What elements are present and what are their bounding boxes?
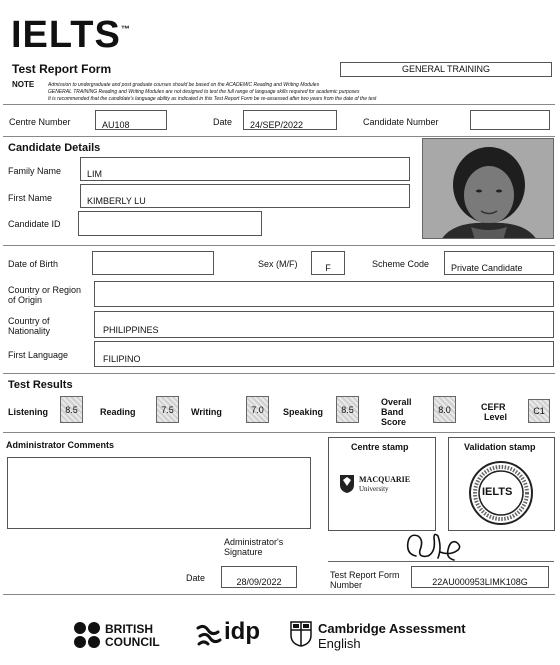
divider	[3, 373, 555, 374]
centre-stamp-label: Centre stamp	[351, 442, 409, 452]
centre-date-field	[243, 110, 337, 130]
overall-label-line2: Band	[381, 407, 404, 417]
macquarie-name: MACQUARIE	[359, 475, 411, 484]
idp-logo	[196, 618, 276, 649]
writing-label: Writing	[191, 407, 222, 417]
nationality-field	[94, 311, 554, 338]
note-line-1: Admission to undergraduate and post graduate courses should be based on the ACADEMIC Reading and Writing Modules	[48, 82, 320, 88]
divider	[3, 104, 555, 105]
first-name-field	[80, 184, 410, 208]
idp-text: idp	[224, 618, 260, 645]
speaking-score	[336, 396, 359, 423]
note-label: NOTE	[12, 80, 35, 89]
ielts-seal	[468, 460, 534, 526]
cefr-label-line2: Level	[484, 412, 508, 422]
trf-number-field	[411, 566, 549, 588]
admin-comments-label: Administrator Comments	[6, 440, 115, 450]
admin-date-field	[221, 566, 297, 588]
centre-date-value: 24/SEP/2022	[250, 120, 304, 130]
reading-label: Reading	[100, 407, 136, 417]
candidate-id-field	[78, 211, 262, 236]
cambridge-shield-icon	[290, 621, 312, 647]
reading-score	[156, 396, 179, 423]
first-name-label: First Name	[8, 193, 53, 203]
divider	[3, 432, 555, 433]
cambridge-line2: English	[318, 636, 361, 651]
writing-score-value: 7.0	[251, 404, 264, 415]
dob-field	[92, 251, 214, 275]
module-box	[340, 62, 552, 77]
first-language-field	[94, 341, 554, 367]
sex-value: F	[325, 263, 331, 273]
trf-number-value: 22AU000953LIMK108G	[432, 577, 528, 587]
portrait-image	[423, 139, 554, 239]
signature-label-line2: Signature	[224, 547, 263, 557]
nationality-value: PHILIPPINES	[103, 325, 159, 335]
validation-stamp-box	[448, 437, 555, 531]
scheme-code-label: Scheme Code	[372, 259, 430, 269]
overall-label-line1: Overall	[381, 397, 412, 407]
admin-date-value: 28/09/2022	[236, 577, 282, 587]
listening-score	[60, 396, 83, 423]
idp-swirl-icon	[196, 622, 222, 648]
speaking-score-value: 8.5	[341, 404, 354, 415]
cambridge-logo	[290, 621, 490, 651]
family-name-value: LIM	[87, 169, 103, 179]
macquarie-subtitle: University	[359, 485, 389, 493]
first-language-value: FILIPINO	[103, 354, 141, 364]
trf-number-label-line2: Number	[330, 580, 363, 590]
country-region-label-line2: of Origin	[8, 295, 43, 305]
test-results-title: Test Results	[8, 379, 73, 391]
cefr-level-value: C1	[533, 406, 545, 416]
overall-score	[433, 396, 456, 423]
module-name: GENERAL TRAINING	[401, 64, 491, 74]
overall-label-line3: Score	[381, 417, 407, 427]
candidate-id-label: Candidate ID	[8, 219, 61, 229]
centre-number-field	[95, 110, 167, 130]
divider	[3, 245, 555, 246]
cefr-level	[528, 399, 550, 423]
centre-number-label: Centre Number	[9, 117, 71, 127]
candidate-details-title: Candidate Details	[8, 142, 101, 154]
writing-score	[246, 396, 269, 423]
dob-label: Date of Birth	[8, 259, 59, 269]
cambridge-line1: Cambridge Assessment	[318, 621, 466, 636]
listening-label: Listening	[8, 407, 48, 417]
divider	[3, 136, 555, 137]
first-name-value: KIMBERLY LU	[87, 196, 146, 206]
validation-stamp-label: Validation stamp	[464, 442, 536, 452]
british-council-line2: COUNCIL	[105, 635, 160, 649]
admin-comments-box	[7, 457, 311, 529]
candidate-photo	[422, 138, 554, 239]
first-language-label: First Language	[8, 350, 69, 360]
centre-date-label: Date	[213, 117, 233, 127]
country-region-field	[94, 281, 554, 307]
sex-label: Sex (M/F)	[258, 259, 298, 269]
nationality-label-line2: Nationality	[8, 326, 51, 336]
sex-field	[311, 251, 345, 275]
administrator-signature	[398, 528, 470, 564]
candidate-number-field	[470, 110, 550, 130]
divider	[3, 594, 555, 595]
validation-seal-text: IELTS	[482, 486, 513, 498]
cefr-label-line1: CEFR	[481, 402, 506, 412]
note-line-3: It is recommended that the candidate's language ability as indicated in this Test Report Form be re-assessed after two years from the date of the test	[48, 96, 377, 102]
macquarie-crest-icon	[339, 474, 355, 494]
admin-date-label: Date	[186, 573, 206, 583]
ielts-logo	[11, 16, 131, 54]
family-name-label: Family Name	[8, 166, 62, 176]
scheme-code-value: Private Candidate	[451, 263, 523, 273]
british-council-line1: BRITISH	[105, 622, 153, 636]
british-council-logo	[73, 621, 183, 649]
signature-label-line1: Administrator's	[224, 537, 284, 547]
family-name-field	[80, 157, 410, 181]
candidate-number-label: Candidate Number	[363, 117, 439, 127]
centre-stamp-box	[328, 437, 436, 531]
trf-number-label-line1: Test Report Form	[330, 570, 400, 580]
reading-score-value: 7.5	[161, 404, 174, 415]
form-title: Test Report Form	[12, 62, 112, 76]
signature-scribble	[398, 528, 470, 564]
nationality-label-line1: Country of	[8, 316, 50, 326]
scheme-code-field	[444, 251, 554, 275]
british-council-dots-icon	[73, 621, 103, 649]
logo-text: IELTS	[11, 14, 121, 56]
macquarie-logo	[339, 474, 431, 496]
note-line-2: GENERAL TRAINING Reading and Writing Modules are not designed to test the full range of language skills required for academic purposes	[48, 89, 360, 95]
trademark: ™	[120, 24, 131, 34]
listening-score-value: 8.5	[65, 404, 78, 415]
country-region-label-line1: Country or Region	[8, 285, 82, 295]
speaking-label: Speaking	[283, 407, 324, 417]
centre-number-value: AU108	[102, 120, 130, 130]
overall-score-value: 8.0	[438, 404, 451, 415]
